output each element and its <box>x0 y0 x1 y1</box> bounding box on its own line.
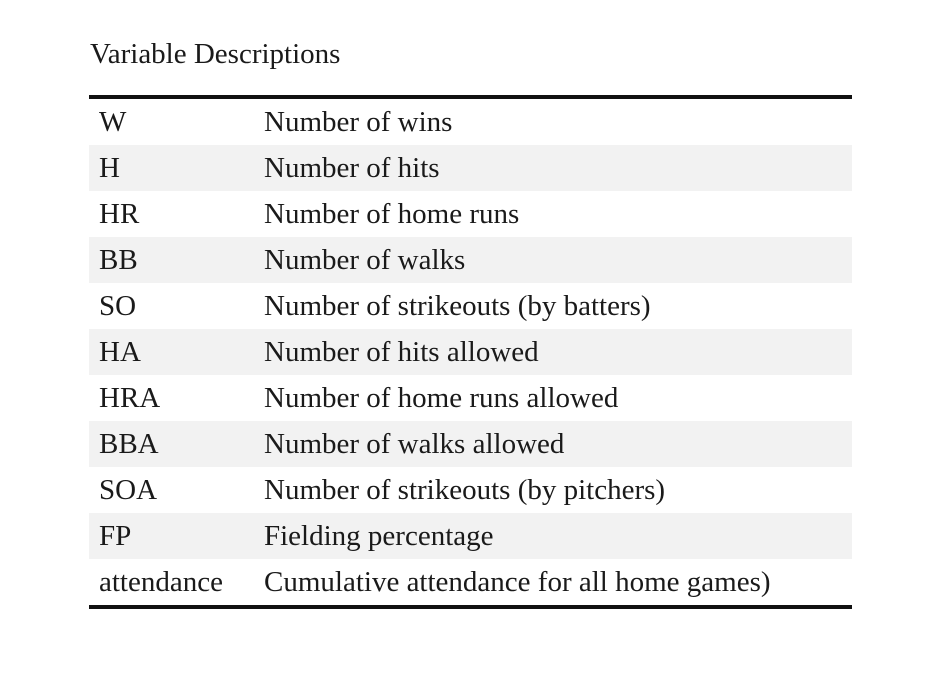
variable-name-cell: SO <box>99 289 137 322</box>
table-row <box>89 283 852 329</box>
variable-name-cell: SOA <box>99 473 158 506</box>
table-row <box>89 375 852 421</box>
variable-description-cell: Fielding percentage <box>264 519 494 552</box>
table-row <box>89 559 852 605</box>
variable-description-cell: Number of strikeouts (by batters) <box>264 289 651 322</box>
table-row <box>89 99 852 145</box>
variable-name-cell: attendance <box>99 565 223 598</box>
variable-name-cell: HA <box>99 335 141 368</box>
variable-name-cell: BB <box>99 243 138 276</box>
variable-description-cell: Number of strikeouts (by pitchers) <box>264 473 666 506</box>
table-row <box>89 329 852 375</box>
variable-description-cell: Number of wins <box>264 105 453 138</box>
variable-description-cell: Number of home runs allowed <box>264 381 619 414</box>
variable-name-cell: FP <box>99 519 132 552</box>
table-caption: Variable Descriptions <box>90 38 341 70</box>
variable-description-cell: Number of home runs <box>264 197 520 230</box>
table-row <box>89 467 852 513</box>
variable-name-cell: W <box>99 105 127 138</box>
table-row <box>89 191 852 237</box>
table-row <box>89 421 852 467</box>
variable-name-cell: HR <box>99 197 140 230</box>
variable-description-cell: Number of walks <box>264 243 466 276</box>
variable-name-cell: HRA <box>99 381 161 414</box>
variable-description-cell: Cumulative attendance for all home games) <box>264 565 771 598</box>
table-row <box>89 145 852 191</box>
variable-table <box>89 95 852 609</box>
table-row <box>89 513 852 559</box>
variable-name-cell: BBA <box>99 427 159 460</box>
variable-description-cell: Number of walks allowed <box>264 427 565 460</box>
variable-name-cell: H <box>99 151 120 184</box>
table-row <box>89 237 852 283</box>
variable-description-cell: Number of hits <box>264 151 440 184</box>
variable-description-cell: Number of hits allowed <box>264 335 539 368</box>
